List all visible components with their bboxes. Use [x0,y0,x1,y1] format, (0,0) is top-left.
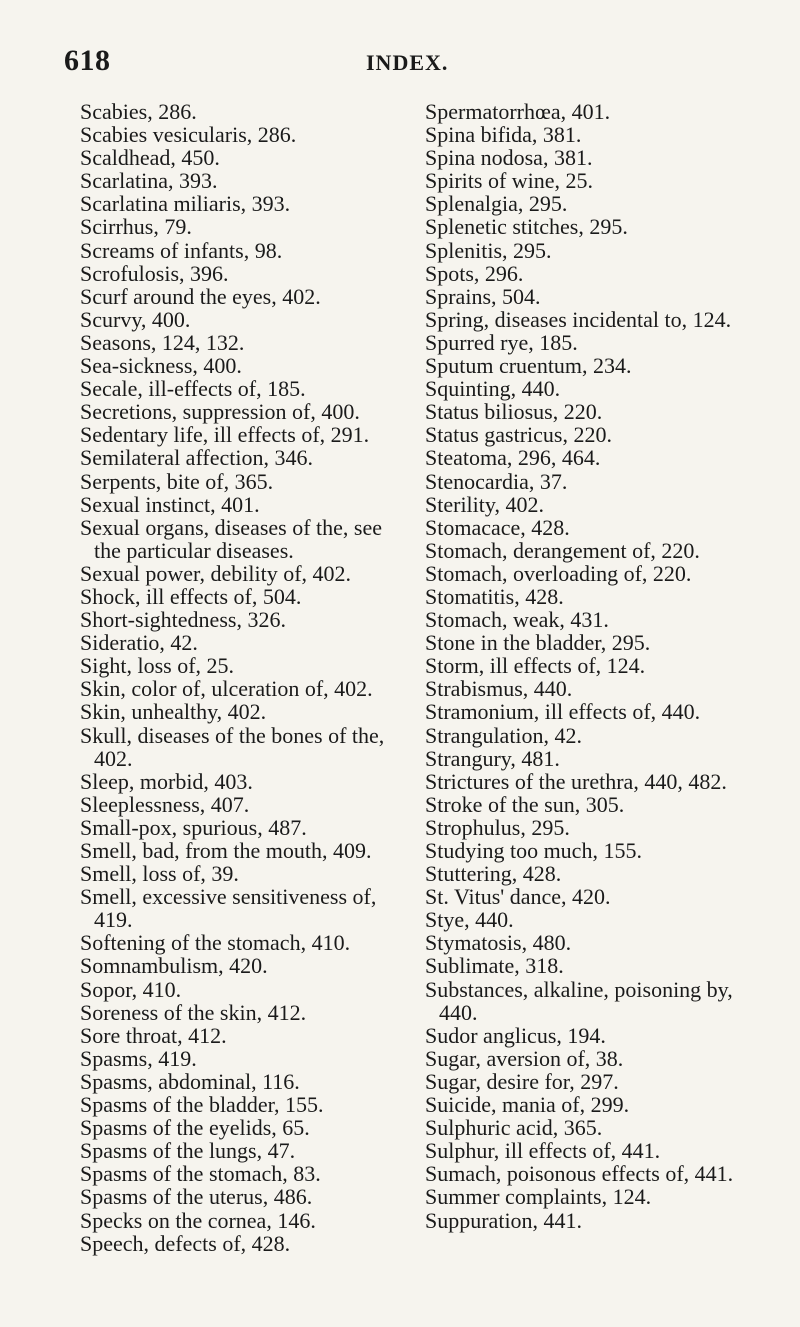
index-entry: Sterility, 402. [425,491,544,517]
index-entry: Sea-sickness, 400. [80,353,242,379]
index-entry: Skull, diseases of the bones of the, 402. [80,722,385,771]
index-entry: Smell, bad, from the mouth, 409. [80,838,372,863]
index-entry: Splenetic stitches, 295. [425,214,628,240]
index-entry: Suppuration, 441. [425,1207,583,1233]
page-number: 618 [64,44,111,77]
index-entry: Spirits of wine, 25. [425,168,594,194]
index-entry: Secretions, suppression of, 400. [80,399,360,425]
index-entry: Shock, ill effects of, 504. [80,583,302,609]
index-entry: Spina bifida, 381. [425,122,582,148]
index-entry: Stomach, derangement of, 220. [425,537,700,563]
index-entry: Scrofulosis, 396. [80,260,229,286]
index-entry: Sugar, aversion of, 38. [425,1045,624,1071]
index-entry: Status gastricus, 220. [425,422,612,448]
index-entry: Somnambulism, 420. [80,953,268,979]
index-entry: Stone in the bladder, 295. [425,630,651,656]
index-entry: Sudor anglicus, 194. [425,1022,606,1048]
index-entry: Scarlatina, 393. [80,168,218,194]
index-entry: Spasms of the stomach, 83. [80,1161,321,1187]
index-entry: Smell, excessive sensitiveness of, 419. [80,884,377,933]
index-entry: Strangulation, 42. [425,722,583,748]
index-entry: Skin, unhealthy, 402. [80,699,267,725]
index-entry: Sprains, 504. [425,283,541,309]
index-entry: Small-pox, spurious, 487. [80,814,307,840]
running-head: INDEX. [366,50,449,75]
index-entry: Sugar, desire for, 297. [425,1068,619,1094]
index-entry: Studying too much, 155. [425,838,642,863]
index-entry: Sublimate, 318. [425,953,564,979]
index-entry: Status biliosus, 220. [425,399,603,425]
index-entry: Strangury, 481. [425,745,560,771]
index-entry: Scirrhus, 79. [80,214,192,240]
index-entry: Short-sightedness, 326. [80,607,286,633]
index-entry: Strictures of the urethra, 440, 482. [425,768,727,794]
index-entry: Sedentary life, ill effects of, 291. [80,422,370,448]
index-entry: Stomach, overloading of, 220. [425,560,692,586]
index-entry: Semilateral affection, 346. [80,445,313,471]
index-entry: Steatoma, 296, 464. [425,445,601,471]
index-entry: Storm, ill effects of, 124. [425,653,646,679]
index-entry: Spasms of the lungs, 47. [80,1138,296,1164]
index-entry: Sideratio, 42. [80,630,198,656]
index-entry: Skin, color of, ulceration of, 402. [80,676,373,702]
index-entry: Substances, alkaline, poisoning by, 440. [425,976,733,1025]
index-entry: Spots, 296. [425,260,524,286]
index-entry: Specks on the cornea, 146. [80,1207,316,1233]
index-entry: Speech, defects of, 428. [80,1230,291,1256]
index-entry: Sumach, poisonous effects of, 441. [425,1161,734,1187]
index-entry: Sexual power, debility of, 402. [80,560,352,586]
index-entry: Spasms of the uterus, 486. [80,1184,313,1210]
index-entry: Sulphuric acid, 365. [425,1115,603,1141]
index-column-left [80,100,405,1255]
index-entry: Spasms, 419. [80,1045,197,1071]
index-entry: Stomach, weak, 431. [425,607,609,633]
index-entry: Strabismus, 440. [425,676,573,702]
index-entry: Sore throat, 412. [80,1022,227,1048]
index-entry: Softening of the stomach, 410. [80,930,351,956]
index-entry: Splenitis, 295. [425,237,552,263]
index-entry: Smell, loss of, 39. [80,861,239,887]
index-entry: Scurvy, 400. [80,306,191,332]
index-column-right [425,100,770,1232]
index-entry: Stye, 440. [425,907,514,933]
index-entry: Suicide, mania of, 299. [425,1092,630,1118]
index-entry: Squinting, 440. [425,376,561,402]
index-entry: Sulphur, ill effects of, 441. [425,1138,661,1164]
index-entry: Screams of infants, 98. [80,237,283,263]
page-header [64,44,764,84]
index-entry: Scaldhead, 450. [80,145,220,171]
index-entry: Summer complaints, 124. [425,1184,652,1210]
index-entry: Stomacace, 428. [425,514,570,540]
index-entry: Sputum cruentum, 234. [425,353,632,379]
index-entry: Sight, loss of, 25. [80,653,235,679]
index-entry: Scurf around the eyes, 402. [80,283,321,309]
index-entry: Stomatitis, 428. [425,583,564,609]
index-entry: Sleeplessness, 407. [80,791,250,817]
index-entry: Spermatorrhœa, 401. [425,99,611,124]
index-entry: Spurred rye, 185. [425,329,578,355]
index-entry: Secale, ill-effects of, 185. [80,376,306,402]
index-entry: Sexual instinct, 401. [80,491,260,517]
index-entry: Stroke of the sun, 305. [425,791,625,817]
index-entry: Soreness of the skin, 412. [80,999,307,1025]
index-entry: Spina nodosa, 381. [425,145,593,171]
index-entry: Spasms of the eyelids, 65. [80,1115,310,1141]
index-entry: Spring, diseases incidental to, 124. [425,306,732,332]
index-entry: Splenalgia, 295. [425,191,568,217]
index-entry: St. Vitus' dance, 420. [425,884,611,910]
index-entry: Serpents, bite of, 365. [80,468,274,494]
index-entry: Stramonium, ill effects of, 440. [425,699,701,725]
index-entry: Stuttering, 428. [425,861,562,887]
index-entry: Sopor, 410. [80,976,182,1002]
index-entry: Sleep, morbid, 403. [80,768,253,794]
index-entry: Stymatosis, 480. [425,930,572,956]
index-entry: Spasms, abdominal, 116. [80,1068,300,1094]
index-entry: Sexual organs, diseases of the, see the particular diseases. [80,514,383,563]
index-entry: Scabies vesicularis, 286. [80,122,297,148]
index-entry: Spasms of the bladder, 155. [80,1092,324,1118]
index-entry: Seasons, 124, 132. [80,329,245,355]
index-entry: Scabies, 286. [80,99,197,124]
index-entry: Scarlatina miliaris, 393. [80,191,291,217]
index-entry: Strophulus, 295. [425,814,570,840]
index-entry: Stenocardia, 37. [425,468,568,494]
